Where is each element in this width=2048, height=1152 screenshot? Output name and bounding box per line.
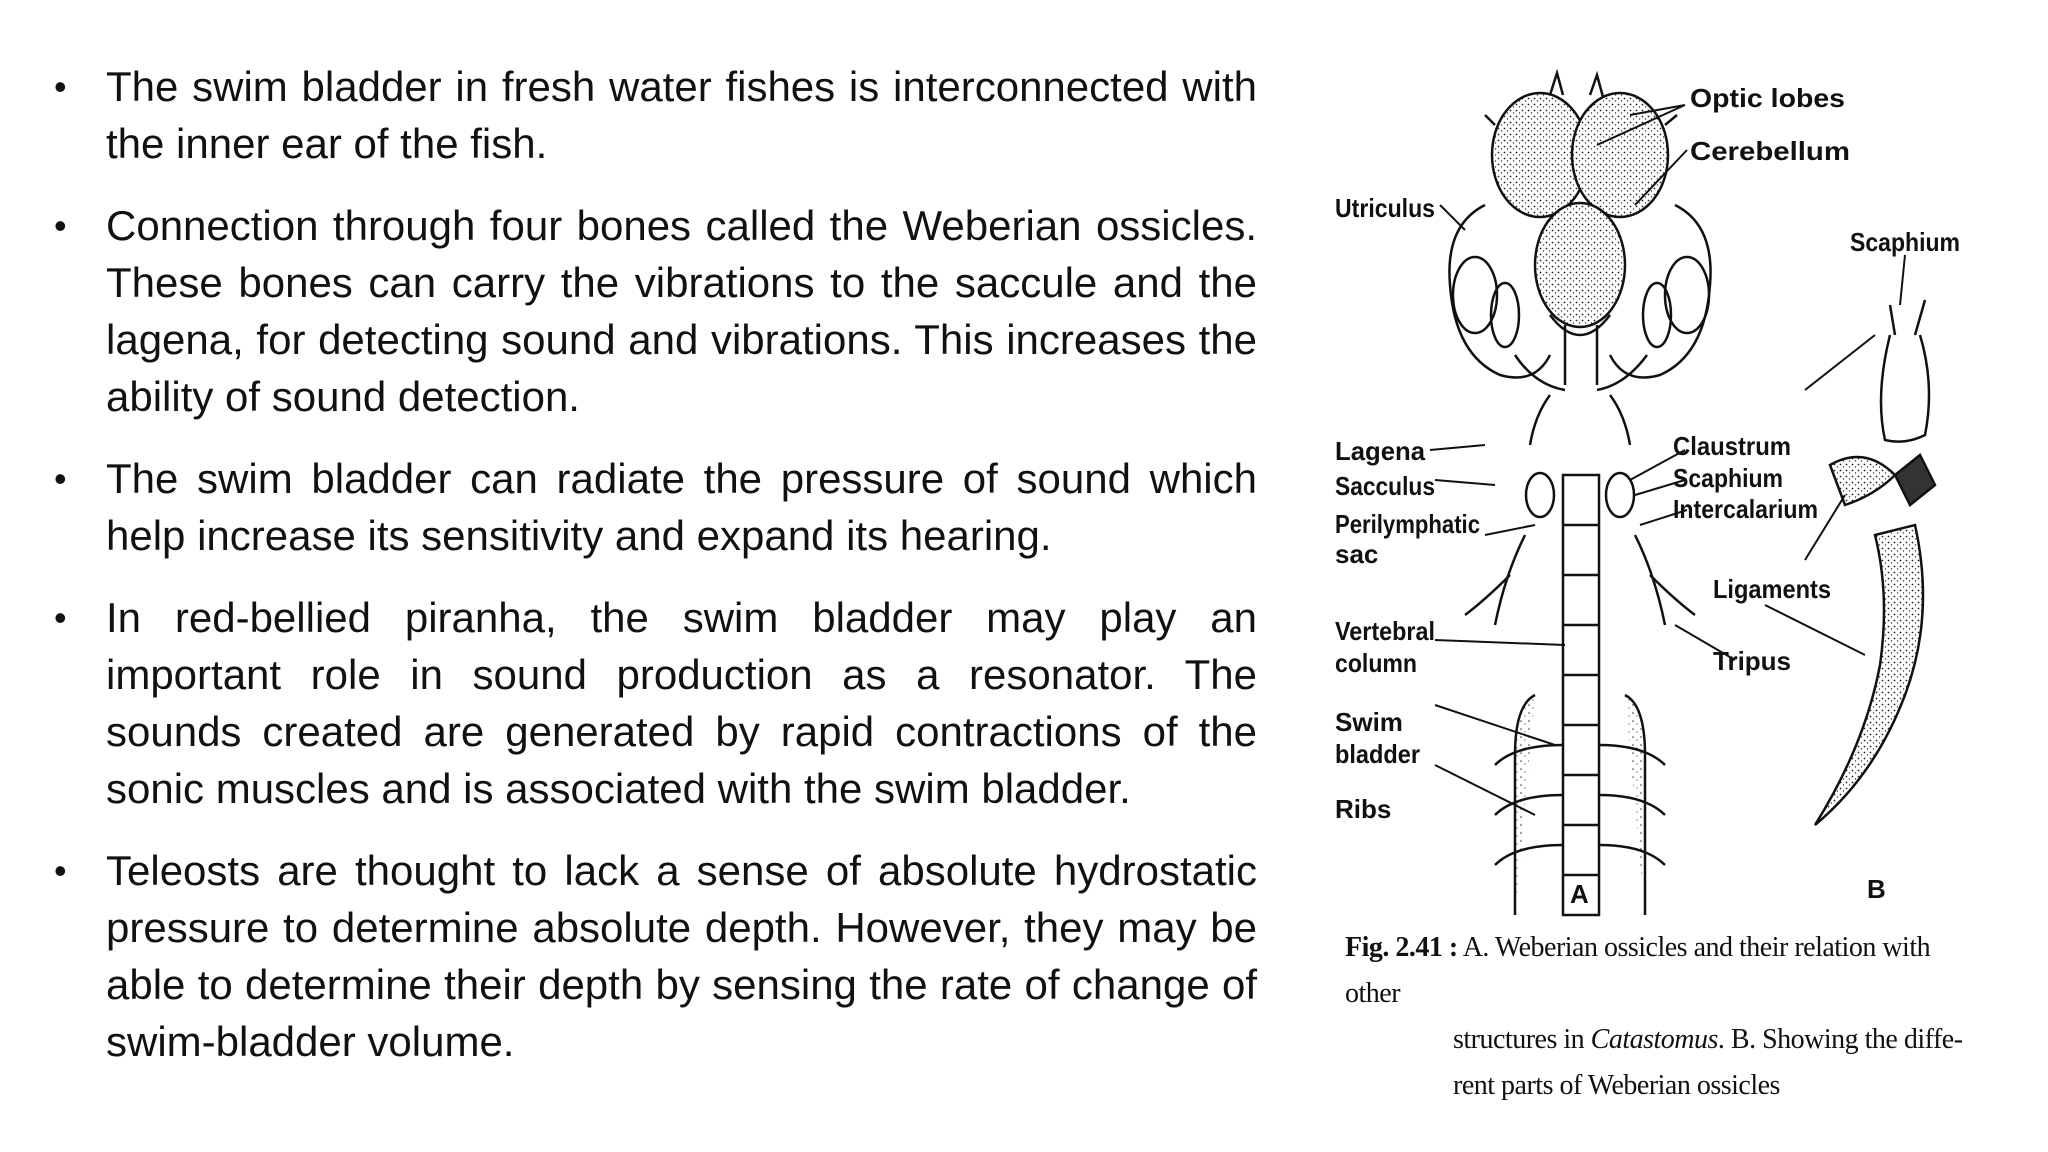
bullet-text: In red-bellied piranha, the swim bladder may play an important role in sound production as a resonator. The sounds created are generated by rapid contractions of the sonic muscles and is associated with the swim bladder.	[106, 594, 1257, 812]
bullet-list	[52, 58, 1257, 1095]
label-optic-lobes: Optic lobes	[1690, 83, 1845, 113]
weberian-ossicles-figure	[1335, 55, 1975, 1055]
label-column: column	[1335, 648, 1417, 678]
bullet-item	[52, 197, 1257, 425]
label-intercalarium: Intercalarium	[1673, 494, 1818, 524]
bullet-text: Teleosts are thought to lack a sense of absolute hydrostatic pressure to determine absolute depth. However, they may be able to determine their depth by sensing the rate of change of swim-bladder volume.	[106, 847, 1257, 1065]
label-scaphium-a: Scaphium	[1673, 463, 1783, 493]
bullet-marker: •	[54, 597, 67, 638]
caption-text-2b: . B. Showing the diffe-	[1717, 1024, 1963, 1055]
caption-heading: Fig. 2.41 :	[1345, 932, 1458, 963]
label-sac: sac	[1335, 539, 1379, 569]
figure-caption	[1345, 925, 1985, 1109]
label-swim: Swim	[1335, 707, 1403, 737]
bullet-marker: •	[54, 850, 67, 891]
panel-label-b: B	[1867, 874, 1886, 904]
bullet-item	[52, 58, 1257, 172]
caption-line-2	[1345, 1017, 1985, 1063]
bullet-item	[52, 450, 1257, 564]
label-sacculus: Sacculus	[1335, 471, 1435, 501]
label-scaphium-b: Scaphium	[1850, 227, 1960, 257]
label-lagena: Lagena	[1335, 436, 1426, 466]
bullet-item	[52, 842, 1257, 1070]
label-bladder: bladder	[1335, 739, 1420, 769]
bullet-text: The swim bladder can radiate the pressure of sound which help increase its sensitivity and expand its hearing.	[106, 455, 1257, 559]
caption-line-3: rent parts of Weberian ossicles	[1453, 1070, 1780, 1101]
bullet-marker: •	[54, 458, 67, 499]
caption-line-1	[1345, 925, 1985, 1017]
panel-label-a: A	[1570, 879, 1589, 909]
label-ribs: Ribs	[1335, 794, 1392, 824]
bullet-marker: •	[54, 205, 67, 246]
caption-species: Catastomus	[1590, 1024, 1718, 1055]
bullet-text: Connection through four bones called the Weberian ossicles. These bones can carry the vibrations to the saccule and the lagena, for detecting sound and vibrations. This increases the ability of sound detection.	[106, 202, 1257, 420]
bullet-marker: •	[54, 66, 67, 107]
bullet-text: The swim bladder in fresh water fishes is interconnected with the inner ear of the fish.	[106, 63, 1257, 167]
label-tripus: Tripus	[1713, 646, 1792, 676]
label-vertebral: Vertebral	[1335, 616, 1435, 646]
label-ligaments: Ligaments	[1713, 574, 1831, 604]
caption-text-1: A. Weberian ossicles and their relation with other	[1345, 932, 1931, 1009]
label-perilymphatic: Perilymphatic	[1335, 509, 1480, 539]
label-cerebellum: Cerebellum	[1690, 136, 1850, 166]
caption-text-2a: structures in	[1453, 1024, 1591, 1055]
weberian-ossicles-diagram	[1335, 55, 1975, 925]
bullet-item	[52, 589, 1257, 817]
panel-b-drawing	[1765, 255, 1935, 825]
label-claustrum: Claustrum	[1673, 431, 1791, 461]
label-utriculus: Utriculus	[1335, 193, 1435, 223]
